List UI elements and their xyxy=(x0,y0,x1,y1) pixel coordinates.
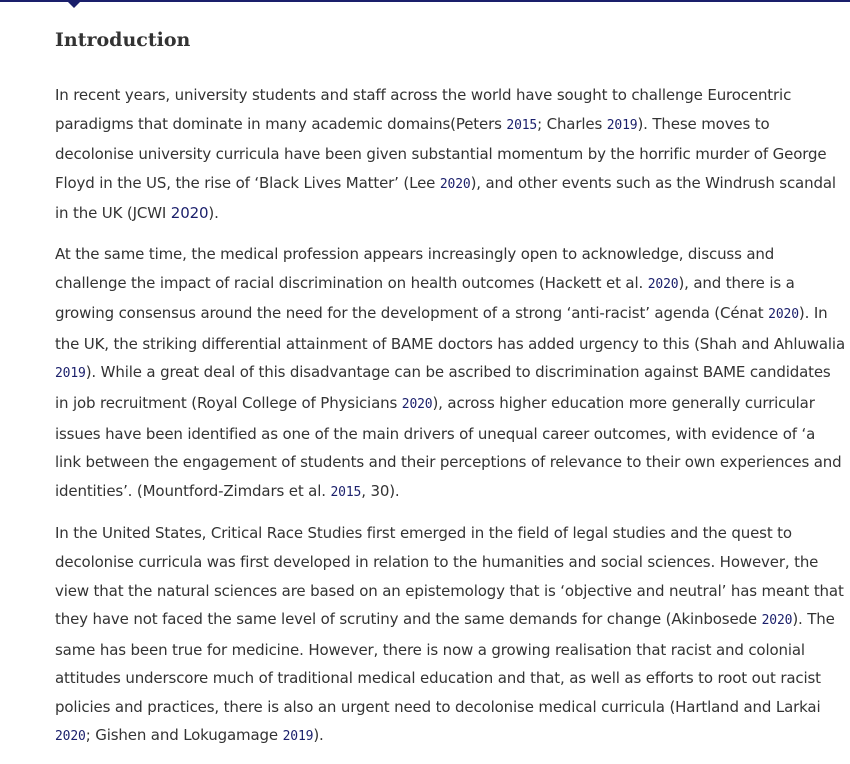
section-title: Introduction xyxy=(55,29,191,51)
paragraph-text: ). These moves to decolonise university curricula have been given substantial momentum by the horrific murder of George Floyd in the US, the rise of ‘Black Lives Matter’ (Lee xyxy=(55,114,827,192)
paragraph-text: ), and there is a growing consensus around the need for the development of a strong ‘anti-racist’ agenda (Cénat xyxy=(55,273,795,323)
paragraph xyxy=(55,81,845,228)
citation-link[interactable]: 2020 xyxy=(439,176,471,192)
paragraph-text: ). xyxy=(208,204,219,223)
paragraph-text: , 30). xyxy=(361,481,400,500)
paragraph-text: In recent years, university students and staff across the world have sought to challenge Eurocentric paradigms that dominate in many academic domains(Peters xyxy=(55,86,792,133)
citation-link[interactable]: 2020 xyxy=(647,276,679,292)
citation-link[interactable]: 2015 xyxy=(330,484,362,500)
paragraph-text: ). xyxy=(313,726,324,745)
paragraph-text: ). While a great deal of this disadvantage can be ascribed to discrimination against BAME candidates in job recruitment (Royal College of Physicians xyxy=(55,363,831,412)
citation-link[interactable]: 2020 xyxy=(170,204,209,223)
paragraph-text: ), and other events such as the Windrush scandal in the UK (JCWI xyxy=(55,173,836,223)
paragraph xyxy=(55,519,845,752)
paragraph-text: ). In the UK, the striking differential attainment of BAME doctors has added urgency to this (Shah and Ahluwalia xyxy=(55,304,845,353)
citation-link[interactable]: 2020 xyxy=(55,729,86,745)
paragraph xyxy=(55,240,845,507)
paragraph-text: ; Gishen and Lokugamage xyxy=(85,726,283,745)
article-section xyxy=(55,26,845,764)
citation-link[interactable]: 2015 xyxy=(506,117,538,133)
citation-link[interactable]: 2019 xyxy=(282,729,314,745)
citation-link[interactable]: 2020 xyxy=(401,396,433,412)
caret-down-icon xyxy=(67,1,81,8)
citation-link[interactable]: 2019 xyxy=(606,117,638,133)
paragraph-text: ), across higher education more generally curricular issues have been identified as one of the main drivers of unequal career outcomes, with evidence of ‘a link between the engagement of students and their perceptions of relevance to their own experiences and identities’. (Mountford-Zimdars et al. xyxy=(55,393,842,500)
paragraph-text: At the same time, the medical profession appears increasingly open to acknowledge, discuss and challenge the impact of racial discrimination on health outcomes (Hackett et al. xyxy=(55,244,775,292)
paragraph-text: ). The same has been true for medicine. However, there is now a growing realisation that racist and colonial attitudes underscore much of traditional medical education and that, as well as efforts to root out racist policies and practices, there is also an urgent need to decolonise medical curricula (Hartland and Larkai xyxy=(55,610,835,716)
citation-link[interactable]: 2020 xyxy=(768,307,799,323)
top-divider xyxy=(0,0,850,2)
citation-link[interactable]: 2019 xyxy=(55,366,86,382)
paragraph-text: ; Charles xyxy=(537,114,607,133)
citation-link[interactable]: 2020 xyxy=(761,613,793,629)
paragraph-text: In the United States, Critical Race Studies first emerged in the field of legal studies and the quest to decolonise curricula was first developed in relation to the humanities and social sciences. However, the view that the natural sciences are based on an epistemology that is ‘objective and neutral’ has meant that they have not faced the same level of scrutiny and the same demands for change (Akinbosede xyxy=(55,524,844,629)
